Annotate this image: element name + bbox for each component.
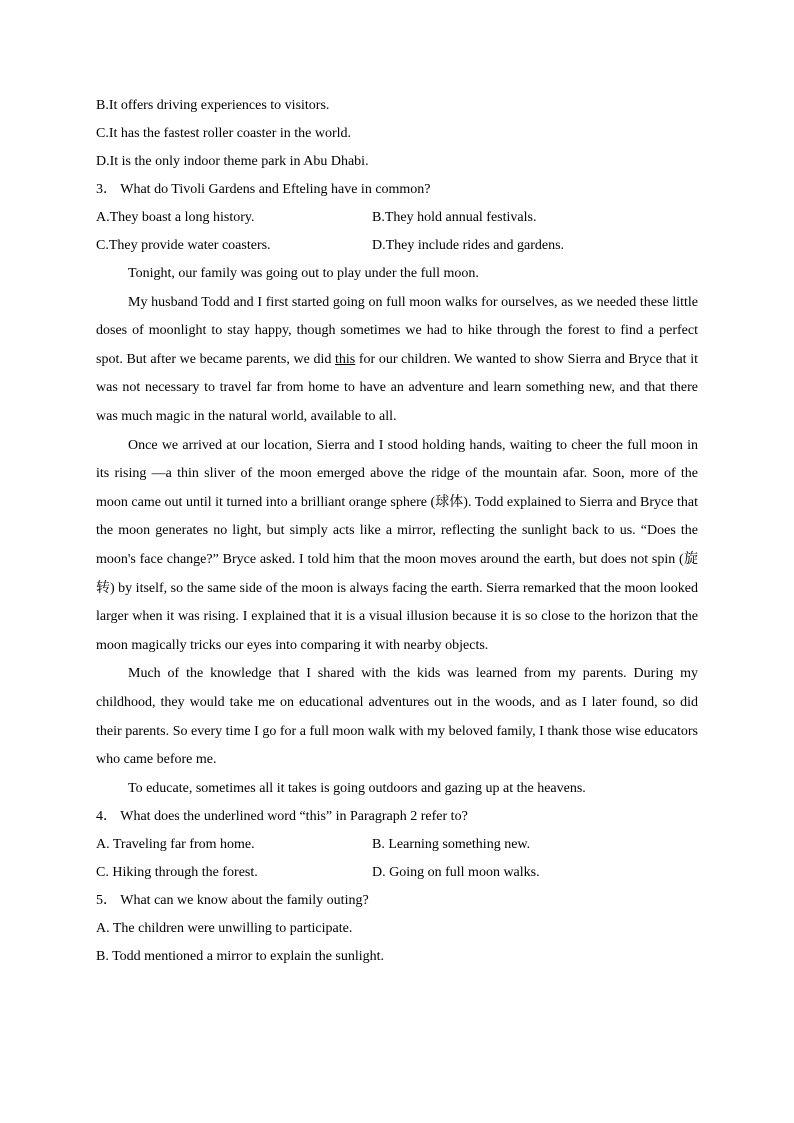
q5-question: 5． What can we know about the family outing? <box>96 893 369 909</box>
page-content <box>96 92 698 971</box>
q4-option-d: D. Going on full moon walks. <box>372 865 540 881</box>
q5-option-a: A. The children were unwilling to participate. <box>96 921 353 937</box>
passage-paragraph-4: Much of the knowledge that I shared with the kids was learned from my parents. During my childhood, they would take me on educational adventures out in the woods, and as I later found, so did their parents. So every time I go for a full moon walk with my beloved family, I thank those wise educators who came before me. <box>96 666 698 768</box>
q4-option-c: C. Hiking through the forest. <box>96 865 258 881</box>
q2-option-c: C.It has the fastest roller coaster in the world. <box>96 126 352 141</box>
q4-option-a: A. Traveling far from home. <box>96 837 255 853</box>
passage-paragraph-1: Tonight, our family was going out to play under the full moon. <box>128 266 479 281</box>
passage-paragraph-2-end: for our children. We wanted to show Sierra and Bryce that it was not necessary to travel far from home to have an adventure and learn something new, and that there was much magic in the natural world, available to all. <box>96 351 698 424</box>
q3-options-row-1 <box>96 204 698 232</box>
passage-paragraph-5: To educate, sometimes all it takes is going outdoors and gazing up at the heavens. <box>128 780 586 796</box>
underlined-word-this: this <box>335 351 356 367</box>
passage-paragraph-2-start: My husband Todd and I first started going on full moon walks for ourselves, as we needed these little doses of moonlight to stay happy, though sometimes we had to hike through the forest to find a perfect spot. But after we became parents, we did <box>96 294 698 367</box>
passage-paragraph-3: Once we arrived at our location, Sierra and I stood holding hands, waiting to cheer the full moon in its rising —a thin sliver of the moon emerged above the ridge of the mountain afar. Soon, more of the moon came out until it turned into a brilliant orange sphere (球体). Todd explained to Sierra and Bryce that the moon generates no light, but simply acts like a mirror, reflecting the sunlight back to us. “Does the moon's face change?” Bryce asked. I told him that the moon moves around the earth, but does not spin (旋转) by itself, so the same side of the moon is always facing the earth. Sierra remarked that the moon looked larger when it was rising. I explained that it is a visual illusion because it is so close to the horizon that the moon magically tricks our eyes into comparing it with nearby objects. <box>96 437 698 653</box>
q4-question: 4． What does the underlined word “this” in Paragraph 2 refer to? <box>96 809 468 825</box>
q3-question: 3． What do Tivoli Gardens and Efteling have in common? <box>96 182 431 197</box>
q5-option-b: B. Todd mentioned a mirror to explain the sunlight. <box>96 949 385 965</box>
q3-option-d: D.They include rides and gardens. <box>372 238 565 253</box>
q2-option-b: B.It offers driving experiences to visitors. <box>96 98 330 113</box>
q2-option-d: D.It is the only indoor theme park in Abu Dhabi. <box>96 154 369 169</box>
q3-option-b: B.They hold annual festivals. <box>372 210 537 225</box>
q3-options-row-2 <box>96 232 698 260</box>
passage-paragraph-2 <box>96 289 698 432</box>
q3-option-c: C.They provide water coasters. <box>96 238 271 253</box>
q4-option-b: B. Learning something new. <box>372 837 531 853</box>
q3-option-a: A.They boast a long history. <box>96 210 255 225</box>
q4-options-row-2 <box>96 859 698 887</box>
q4-options-row-1 <box>96 831 698 859</box>
